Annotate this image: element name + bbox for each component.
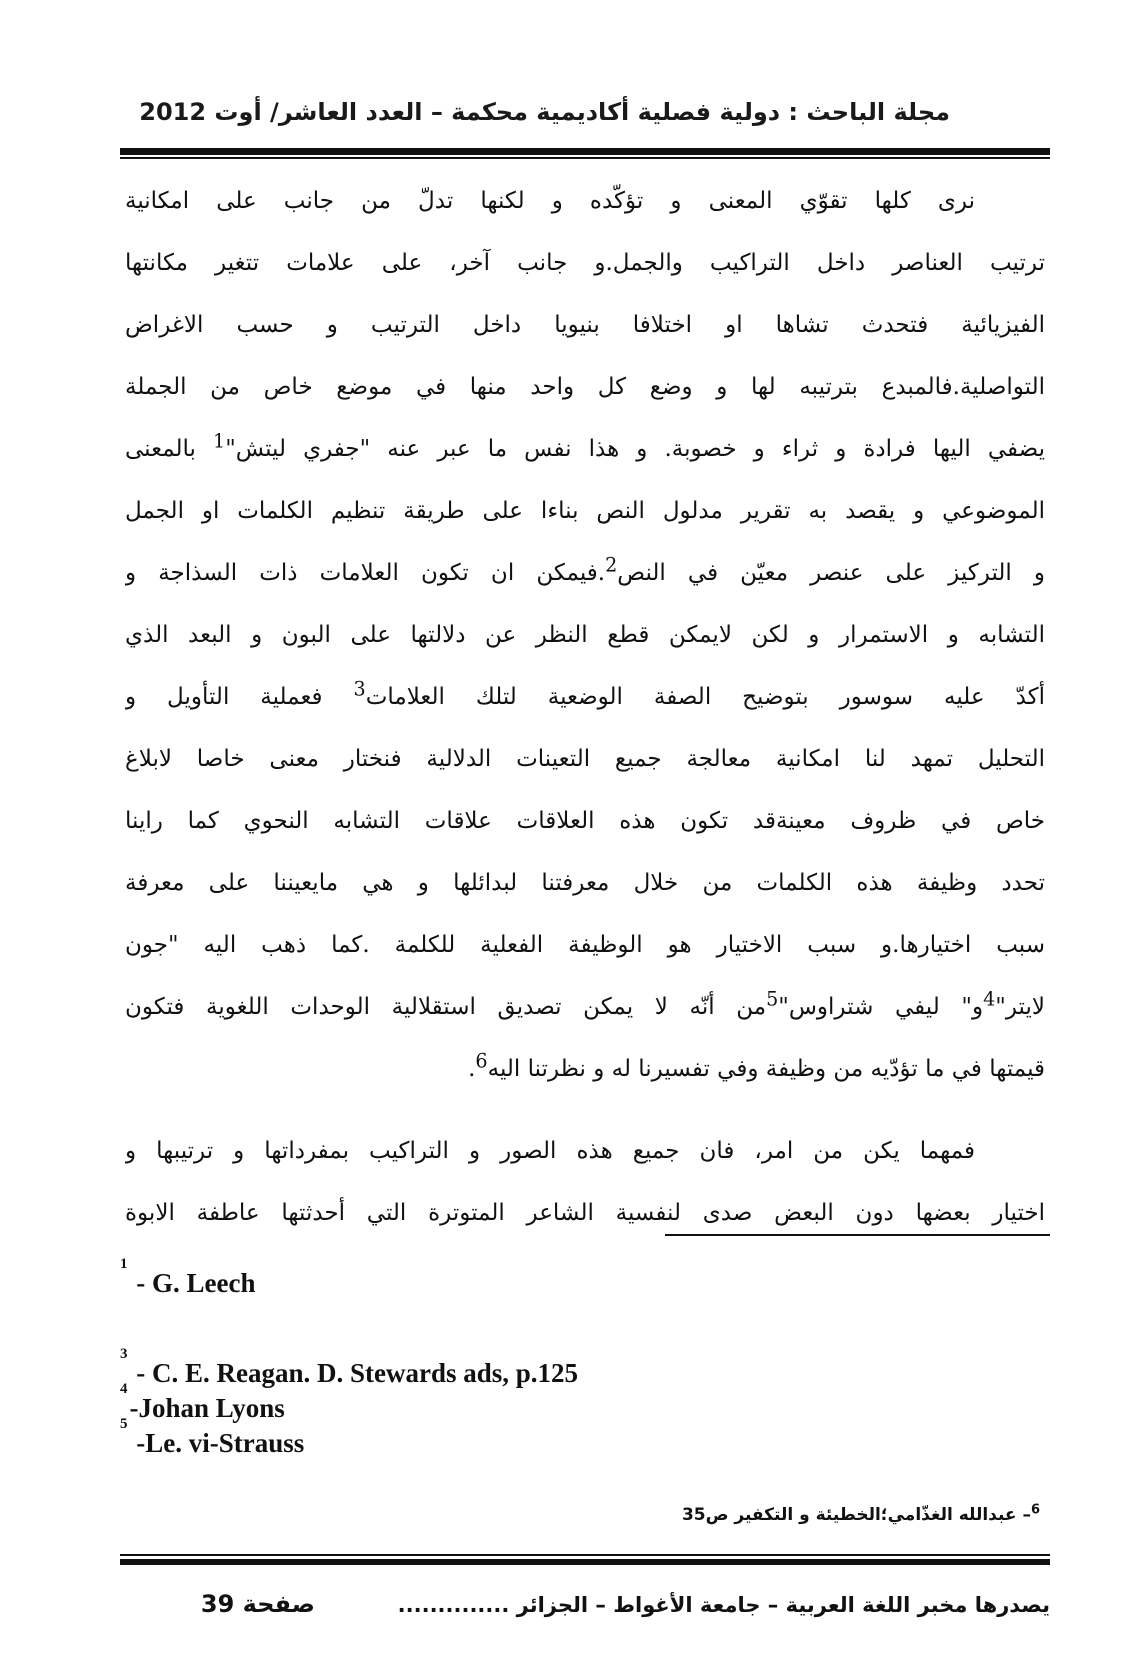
paragraph-line [125, 418, 1045, 480]
paragraph-line: التحليل تمهد لنا امكانية معالجة جميع التعينات الدلالية فنختار معنى خاصا لابلاغ [125, 746, 1045, 772]
page-number: صفحة 39 [200, 1590, 315, 1618]
footnote-number: 6 [1030, 1502, 1040, 1518]
paragraph-line: فمهما يكن من امر، فان جميع هذه الصور و التراكيب بمفرداتها و ترتيبها و [125, 1138, 975, 1164]
header-rule-thin [120, 157, 1050, 159]
line-text: يضفي اليها فرادة و ثراء و خصوبة. و هذا نفس ما عبر عنه "جفري ليتش" [225, 436, 1045, 462]
paragraph-line: نرى كلها تقوّي المعنى و تؤكّده و لكنها تدلّ من جانب على امكانية [125, 188, 975, 214]
footnote-3 [120, 1346, 579, 1389]
footnote-text: – عبدالله الغذّامي؛الخطيئة و التكفير ص35 [681, 1505, 1031, 1525]
footnote-6 [640, 1502, 1040, 1525]
paragraph-line [125, 1038, 1045, 1100]
paragraph-line: ترتيب العناصر داخل التراكيب والجمل.و جانب آخر، على علامات تتغير مكانتها [125, 250, 1045, 276]
paragraph-line: تحدد وظيفة هذه الكلمات من خلال معرفتنا لبدائلها و هي مايعيننا على معرفة [125, 870, 1045, 896]
footnote-number: 3 [120, 1346, 128, 1362]
line-text: بالمعنى [125, 436, 213, 462]
footnote-ref: 3 [353, 677, 366, 701]
paragraph-line [125, 542, 1045, 604]
footnote-5 [120, 1416, 305, 1459]
line-text: فعملية التأويل و [125, 684, 354, 710]
body-paragraph-2 [125, 1120, 1045, 1244]
paragraph-line: اختيار بعضها دون البعض صدى لنفسية الشاعر المتوترة التي أحدثتها عاطفة الابوة [125, 1200, 1045, 1226]
line-text: لايتر" [995, 994, 1045, 1020]
header-rule-thick [120, 148, 1050, 155]
paragraph-line: التشابه و الاستمرار و لكن لايمكن قطع النظر عن دلالتها على البون و البعد الذي [125, 622, 1045, 648]
line-text: من أنّه لا يمكن تصديق استقلالية الوحدات اللغوية فتكون [125, 994, 767, 1020]
paragraph-line: التواصلية.فالمبدع بترتيبه لها و وضع كل واحد منها في موضع خاص من الجملة [125, 374, 1045, 400]
footnote-text: -Johan Lyons [129, 1393, 285, 1423]
paragraph-line [125, 666, 1045, 728]
footer-rule-thick [120, 1559, 1050, 1565]
paragraph-line: الفيزيائية فتحدث تشاها او اختلافا بنيويا داخل الترتيب و حسب الاغراض [125, 312, 1045, 338]
body-paragraph-1 [125, 170, 1045, 1100]
footer-publisher: يصدرها مخبر اللغة العربية – جامعة الأغواط – الجزائر .............. [397, 1593, 1050, 1617]
line-text: و التركيز على عنصر معيّن في النص [617, 560, 1045, 586]
line-text: أكدّ عليه سوسور بتوضيح الصفة الوضعية لتلك العلامات [365, 684, 1045, 710]
footnote-number: 5 [120, 1416, 128, 1432]
line-text: قيمتها في ما تؤدّيه من وظيفة وفي تفسيرنا له و نظرتنا اليه [487, 1056, 1045, 1082]
footnote-ref: 4 [983, 987, 996, 1011]
journal-header-title: مجلة الباحث : دولية فصلية أكاديمية محكمة – العدد العاشر/ أوت 2012 [139, 98, 950, 126]
footnote-text: - C. E. Reagan. D. Stewards ads, p.125 [129, 1358, 579, 1388]
footnote-separator [665, 1234, 1050, 1236]
footnote-number: 1 [120, 1256, 128, 1272]
footnote-4 [120, 1381, 285, 1424]
paragraph-line [125, 976, 1045, 1038]
footnote-text: -Le. vi-Strauss [129, 1428, 305, 1458]
footer-rule-thin [120, 1554, 1050, 1556]
footnote-ref: 1 [213, 429, 226, 453]
footnote-ref: 6 [475, 1049, 488, 1073]
line-text: .فيمكن ان تكون العلامات ذات السذاجة و [125, 560, 606, 586]
footnote-ref: 2 [605, 553, 618, 577]
line-text: . [468, 1056, 476, 1082]
line-text: و" ليفي شتراوس" [778, 994, 984, 1020]
footnote-text: - G. Leech [129, 1268, 256, 1298]
footnote-ref: 5 [766, 987, 779, 1011]
paragraph-line: الموضوعي و يقصد به تقرير مدلول النص بناءا على طريقة تنظيم الكلمات او الجمل [125, 498, 1045, 524]
footnote-1 [120, 1256, 256, 1299]
paragraph-line: خاص في ظروف معينةقد تكون هذه العلاقات علاقات التشابه النحوي كما راينا [125, 808, 1045, 834]
paragraph-line: سبب اختيارها.و سبب الاختيار هو الوظيفة الفعلية للكلمة .كما ذهب اليه "جون [125, 932, 1045, 958]
footnote-number: 4 [120, 1381, 128, 1397]
